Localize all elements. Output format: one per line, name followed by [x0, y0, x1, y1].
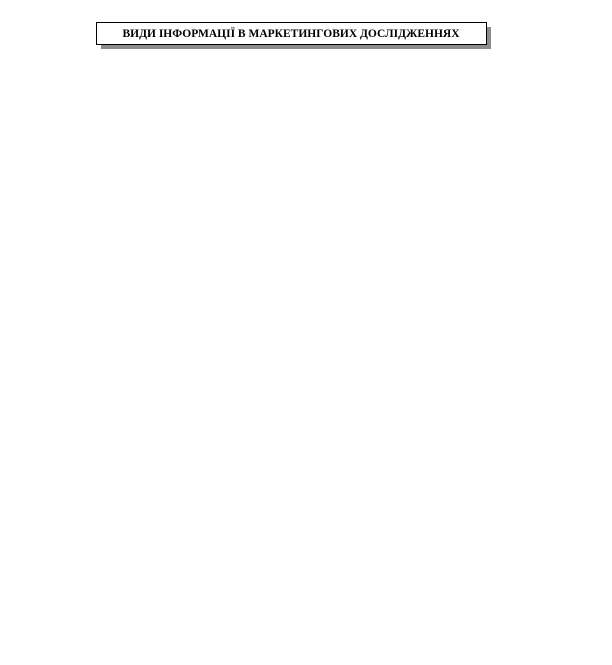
diagram-title: ВИДИ ІНФОРМАЦІЇ В МАРКЕТИНГОВИХ ДОСЛІДЖЕННЯХ: [122, 28, 460, 40]
